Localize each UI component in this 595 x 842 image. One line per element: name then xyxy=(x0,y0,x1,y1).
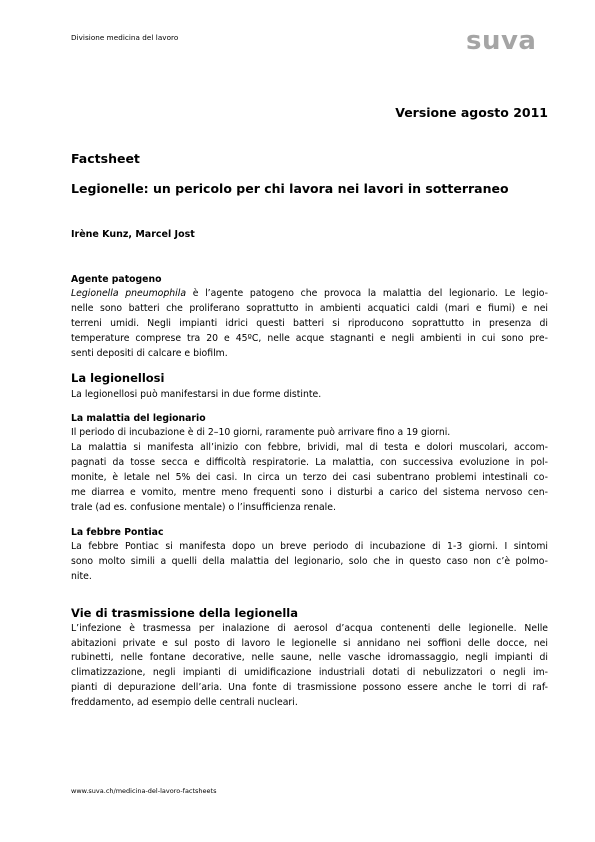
paragraph-line: rubinetti, nelle fontane decorative, nelle saune, nelle vasche idromassaggio, negli impianti di xyxy=(71,652,548,664)
legionnaires-paragraph xyxy=(71,426,548,515)
paragraph-line: La febbre Pontiac si manifesta dopo un breve periodo di incubazione di 1-3 giorni. I sintomi xyxy=(71,540,548,552)
pontiac-paragraph xyxy=(71,540,548,585)
paragraph-line: pianti di depurazione dell’aria. Una fonte di trasmissione possono essere anche le torri di raf- xyxy=(71,682,548,694)
agent-paragraph xyxy=(71,287,548,362)
paragraph-line: La malattia si manifesta all’inizio con febbre, brividi, mal di testa e dolori muscolari, accom- xyxy=(71,442,548,454)
legionellosis-paragraph xyxy=(71,388,548,403)
heading-agent: Agente patogeno xyxy=(71,274,162,285)
heading-transmission: Vie di trasmissione della legionella xyxy=(71,605,298,620)
heading-legionnaires: La malattia del legionario xyxy=(71,413,206,425)
paragraph-line: me diarrea e vomito, mentre meno frequenti sono i disturbi a carico del sistema nervoso cen- xyxy=(71,487,548,499)
paragraph-line: La legionellosi può manifestarsi in due forme distinte. xyxy=(71,388,322,400)
version-label: Versione agosto 2011 xyxy=(395,105,548,120)
paragraph-line: monite, è letale nel 5% dei casi. In circa un terzo dei casi subentrano problemi intestinali co- xyxy=(71,472,548,484)
paragraph-line: nite. xyxy=(71,570,92,582)
paragraph-line: abitazioni private e sul posto di lavoro le legionelle si annidano nei soffioni delle docce, nei xyxy=(71,637,548,649)
doc-type: Factsheet xyxy=(71,151,140,166)
paragraph-line: climatizzazione, negli impianti di umidificazione industriali dotati di nebulizzatori o negli im- xyxy=(71,667,548,679)
pathogen-name: Legionella pneumophila xyxy=(71,288,187,299)
paragraph-line: trale (ad es. confusione mentale) o l’insufficienza renale. xyxy=(71,501,336,513)
heading-legionellosis: La legionellosi xyxy=(71,370,165,385)
division-label: Divisione medicina del lavoro xyxy=(71,33,179,42)
paragraph-line: freddamento, ad esempio delle centrali nucleari. xyxy=(71,697,298,709)
authors: Irène Kunz, Marcel Jost xyxy=(71,229,195,240)
page-title: Legionelle: un pericolo per chi lavora nei lavori in sotterraneo xyxy=(71,181,509,196)
paragraph-line: sono molto simili a quelli della malattia del legionario, solo che in questo caso non c’è polmo- xyxy=(71,555,548,567)
transmission-paragraph xyxy=(71,622,548,711)
paragraph-line: nelle sono batteri che proliferano soprattutto in ambienti acquatici caldi (mari e fiumi) e nei xyxy=(71,302,548,314)
paragraph-line: pagnati da tosse secca e difficoltà respiratorie. La malattia, con successiva evoluzione in pol- xyxy=(71,457,548,469)
footer-url[interactable]: www.suva.ch/medicina-del-lavoro-factsheets xyxy=(71,787,217,795)
document-body xyxy=(71,273,548,711)
suva-logo: suva xyxy=(466,26,537,56)
paragraph-line: senti depositi di calcare e biofilm. xyxy=(71,347,228,359)
paragraph-line: temperature comprese tra 20 e 45ºC, nelle acque stagnanti e negli ambienti in cui sono pre- xyxy=(71,332,548,344)
paragraph-line: L’infezione è trasmessa per inalazione di aerosol d’acqua contenenti delle legionelle. Nelle xyxy=(71,622,548,634)
paragraph-line: Il periodo di incubazione è di 2–10 giorni, raramente può arrivare fino a 19 giorni. xyxy=(71,427,451,439)
heading-pontiac: La febbre Pontiac xyxy=(71,526,164,538)
agent-line-1: Legionella pneumophila è l’agente patogeno che provoca la malattia del legionario. Le legio- xyxy=(71,288,549,299)
paragraph-line: terreni umidi. Negli impianti idrici questi batteri si riproducono soprattutto in presenza di xyxy=(71,317,548,329)
